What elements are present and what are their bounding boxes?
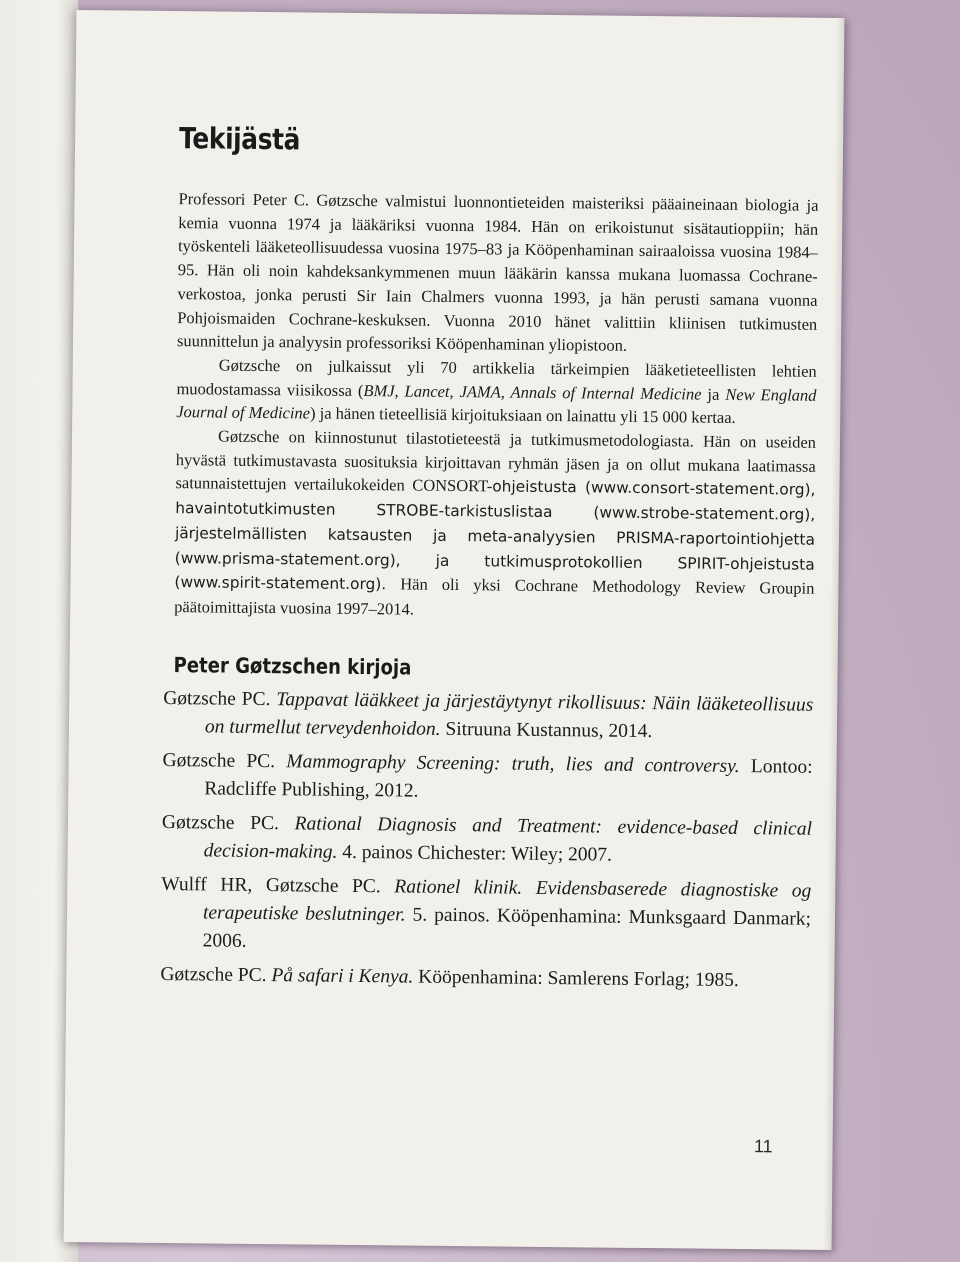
- book-title: På safari i Kenya.: [271, 964, 414, 988]
- books-heading: Peter Gøtzschen kirjoja: [173, 652, 412, 680]
- book-item: [162, 747, 813, 810]
- page-edge-shadow: [824, 18, 845, 1250]
- book-author: Wulff HR, Gøtzsche PC.: [161, 873, 381, 897]
- paragraph-3: [174, 424, 816, 625]
- paragraph-2-journals-2: New England Journal of Medicine: [176, 384, 817, 423]
- paragraph-3-guidelines: ohjeistusta (www.consort-statement.org), havaintotutkimusten STROBE-tarkistuslistaa (www.strobe-statement.org), järjestelmällisten katsausten ja meta-analyysien PRISMA-raportointiohjetta (www.prisma-statement.org), ja tutkimusprotokollien SPIRIT-ohjeistusta (www.spirit-statement.org).: [174, 477, 816, 594]
- book-item: [160, 961, 810, 996]
- paragraph-3-end: Hän oli yksi Cochrane Methodology Review Groupin päätoimittajista vuosina 1997–2014.: [174, 574, 815, 619]
- paragraph-2-end: ) ja hänen tieteellisiä kirjoituksiaan on lainattu yli 15 000 kertaa.: [309, 403, 736, 428]
- paragraph-2: [176, 353, 817, 431]
- book-title: Rational Diagnosis and Treatment: evidence-based clinical decision-making.: [203, 812, 813, 863]
- book-list: [160, 685, 814, 996]
- book-title: Tappavat lääkkeet ja järjestäytynyt rikollisuus: Näin lääketeollisuus on turmellut terveydenhoidon.: [204, 688, 814, 740]
- book-author: Gøtzsche PC.: [163, 687, 271, 710]
- book-title: Rationel klinik. Evidensbaserede diagnostiske og terapeutiske beslutninger.: [202, 876, 812, 926]
- paragraph-1: Professori Peter C. Gøtzsche valmistui luonnontieteiden maisteriksi pääaineinaan biologia ja kemia vuonna 1974 ja lääkäriksi vuonna 1984. Hän on erikoistunut sisätautioppiin; hän työskenteli lääketeollisuudessa vuosina 1975–83 ja Kööpenhaminan sairaaloissa vuosina 1984–95. Hän oli noin kahdeksankymmenen muun lääkärin kanssa mukana luomassa Cochrane-verkostoa, jonka perusti Sir Iain Chalmers vuonna 1993, ja hän perusti samana vuonna Pohjoismaiden Cochrane-keskuksen. Vuonna 2010 hänet valittiin kliinisen tutkimusten suunnittelun ja analyysin professoriksi Kööpenhaminan yliopistoon.: [176, 189, 819, 356]
- book-publisher: Kööpenhamina: Samlerens Forlag; 1985.: [418, 966, 739, 991]
- paragraph-3-start: Gøtzsche on kiinnostunut tilastotieteestä ja tutkimusmetodologiasta. Hän on useiden hyvästä tutkimustavasta suosituksia kirjoittavan ryhmän jäsen ja on ollut mukana laatimassa satunnaistettujen vertailukokeiden CONSORT-: [175, 426, 817, 496]
- book-page: [64, 10, 845, 1250]
- page-title: Tekijästä: [178, 121, 301, 157]
- book-item: [162, 809, 813, 872]
- page-content: [160, 121, 819, 1001]
- book-item: [161, 871, 812, 962]
- book-author: Gøtzsche PC.: [162, 749, 276, 772]
- book-publisher: Lontoo: Radcliffe Publishing, 2012.: [204, 755, 813, 802]
- book-author: Gøtzsche PC.: [161, 811, 280, 834]
- book-publisher: 4. painos Chichester: Wiley; 2007.: [342, 841, 613, 866]
- book-publisher: Sitruuna Kustannus, 2014.: [445, 718, 653, 742]
- book-author: Gøtzsche PC.: [160, 963, 267, 986]
- book-item: [163, 685, 814, 748]
- book-publisher: 5. painos. Kööpenhamina: Munksgaard Danmark; 2006.: [202, 904, 812, 952]
- paragraph-2-start: Gøtzsche on julkaissut yli 70 artikkelia tärkeimpien lääketieteellisten lehtien muodostamassa viisikossa (: [176, 355, 817, 400]
- paragraph-2-journals-1: BMJ, Lancet, JAMA, Annals of Internal Medicine: [363, 380, 702, 404]
- paragraph-2-and: ja: [701, 384, 726, 404]
- book-title: Mammography Screening: truth, lies and controversy.: [286, 750, 740, 777]
- page-number: 11: [753, 1136, 773, 1157]
